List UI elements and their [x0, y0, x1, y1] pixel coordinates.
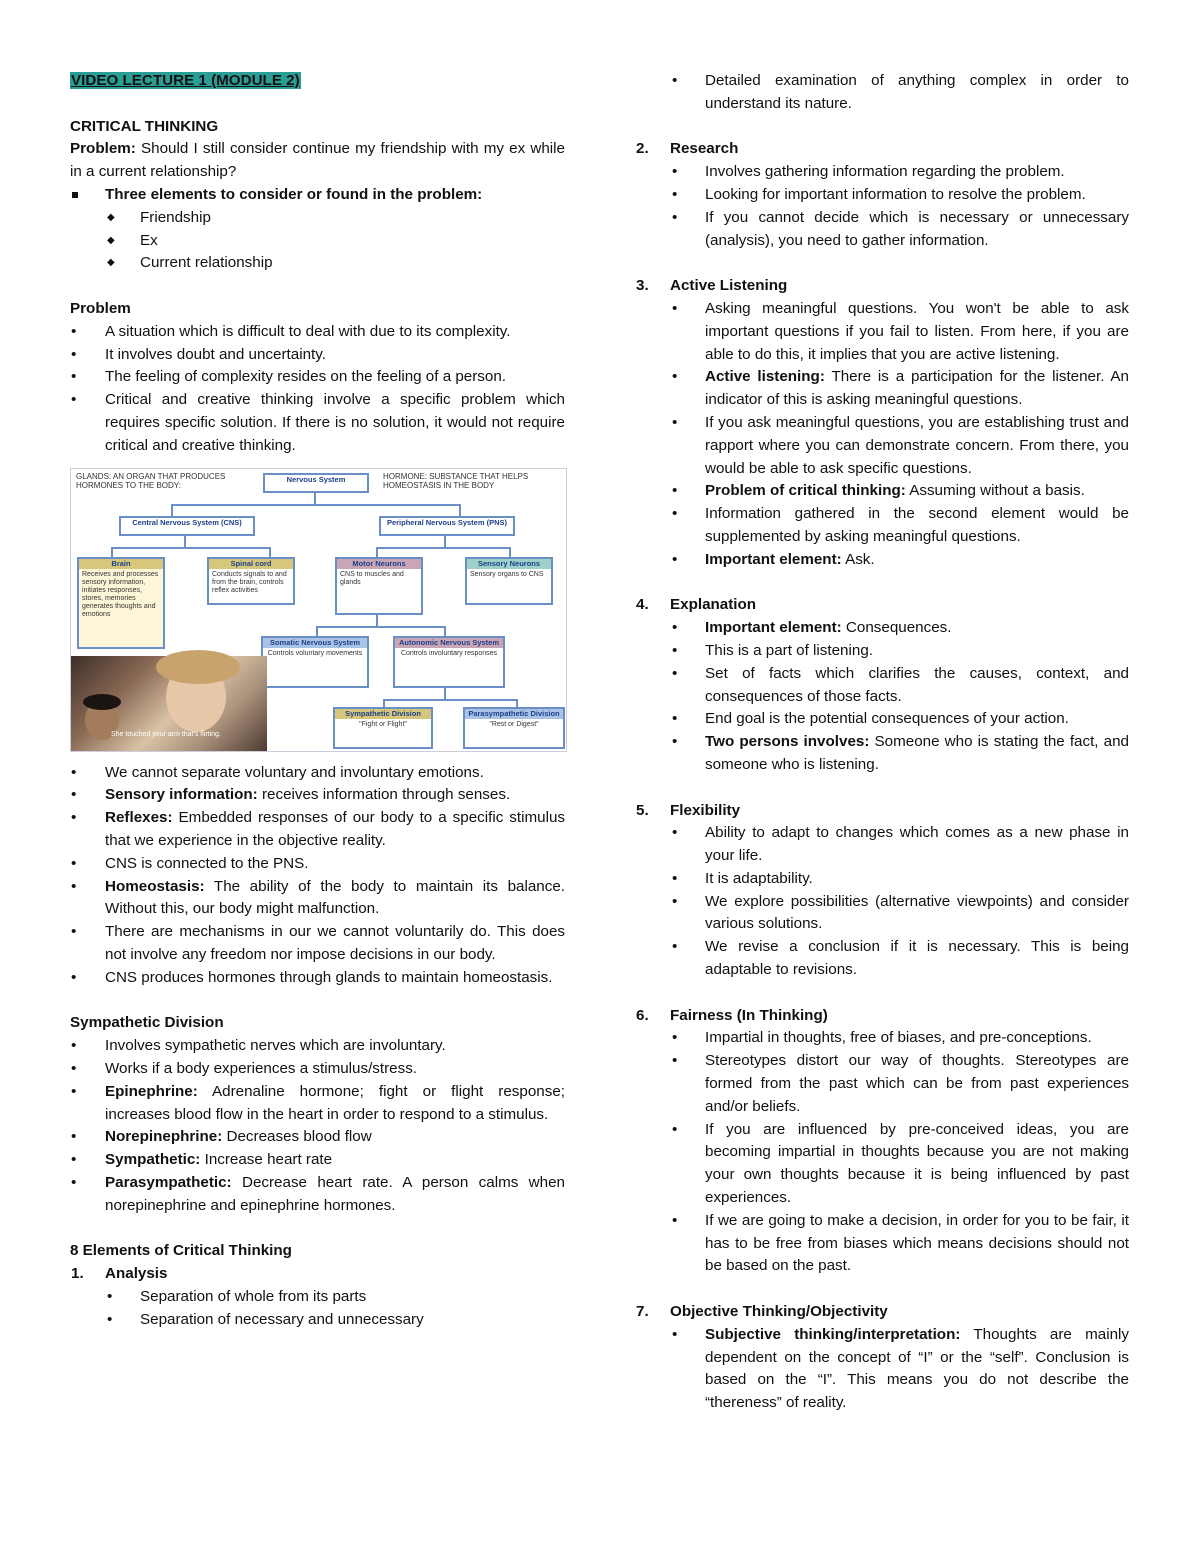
- list-item: • Sensory information: receives information through senses.: [70, 784, 565, 807]
- list-item: • A situation which is difficult to deal with due to its complexity.: [70, 321, 565, 344]
- sensory-neurons-box: Sensory Neurons Sensory organs to CNS: [465, 557, 553, 605]
- list-item: ◆ Current relationship: [70, 252, 565, 275]
- element-heading: 7. Objective Thinking/Objectivity: [636, 1303, 888, 1321]
- left-column: [70, 70, 565, 1331]
- right-column: [635, 70, 1129, 1415]
- problem-heading: Problem: [70, 299, 131, 317]
- element-bullets: [635, 1027, 1129, 1278]
- nervous-system-figure: [70, 468, 567, 752]
- problem-list: [70, 321, 565, 458]
- elements-list: [70, 207, 565, 275]
- list-item: • Sympathetic: Increase heart rate: [70, 1149, 565, 1172]
- list-item: • Homeostasis: The ability of the body to maintain its balance. Without this, our body might malfunction.: [70, 876, 565, 922]
- element-bullets: [635, 822, 1129, 982]
- list-item: • Subjective thinking/interpretation: Thoughts are mainly dependent on the concept of “I” or the “self”. Conclusion is based on the “I”. This means you do not describe the “thereness” of reality.: [635, 1324, 1129, 1415]
- list-item: • This is a part of listening.: [635, 640, 1129, 663]
- list-item: • If you ask meaningful questions, you are establishing trust and rapport where you can demonstrate concern. From there, you would be able to ask specific questions.: [635, 412, 1129, 480]
- list-item: • Critical and creative thinking involve a specific problem which requires specific solution. If there is no solution, it would not require critical and creative thinking.: [70, 389, 565, 457]
- list-item: • If we are going to make a decision, in order for you to be fair, it has to be free from biases which means decisions should not be based on the past.: [635, 1210, 1129, 1278]
- list-item: • Active listening: There is a participation for the listener. An indicator of this is asking meaningful questions.: [635, 366, 1129, 412]
- list-item: • It involves doubt and uncertainty.: [70, 344, 565, 367]
- element-heading: 2. Research: [636, 140, 739, 158]
- sympathetic-list: [70, 1035, 565, 1217]
- element-bullets: [635, 1324, 1129, 1415]
- list-item: • If you cannot decide which is necessary or unnecessary (analysis), you need to gather information.: [635, 207, 1129, 253]
- element-heading: 5. Flexibility: [636, 801, 741, 819]
- list-item: • Norepinephrine: Decreases blood flow: [70, 1126, 565, 1149]
- list-item: • Important element: Ask.: [635, 549, 1129, 572]
- list-item: • Set of facts which clarifies the causes, context, and consequences of those facts.: [635, 663, 1129, 709]
- list-item: • It is adaptability.: [635, 868, 1129, 891]
- list-item: • Looking for important information to resolve the problem.: [635, 184, 1129, 207]
- list-item: ◆ Friendship: [70, 207, 565, 230]
- list-item: • Two persons involves: Someone who is stating the fact, and someone who is listening.: [635, 731, 1129, 777]
- hormone-note: HORMONE: SUBSTANCE THAT HELPS HOMEOSTASIS IN THE BODY: [383, 471, 529, 490]
- list-item: • Impartial in thoughts, free of biases, and pre-conceptions.: [635, 1027, 1129, 1050]
- glands-note: GLANDS: AN ORGAN THAT PRODUCES HORMONES TO THE BODY:: [76, 471, 226, 490]
- list-item: • We cannot separate voluntary and involuntary emotions.: [70, 762, 565, 785]
- list-item: • The feeling of complexity resides on the feeling of a person.: [70, 366, 565, 389]
- list-item: • Asking meaningful questions. You won't be able to ask important questions if you fail to listen. From here, if you are able to do this, it implies that you are active listening.: [635, 298, 1129, 366]
- element-bullets: [635, 161, 1129, 252]
- list-item: • Stereotypes distort our way of thoughts. Stereotypes are formed from the past which can be from past experiences and/or beliefs.: [635, 1050, 1129, 1118]
- problem-statement: Problem: Should I still consider continue my friendship with my ex while in a current relationship?: [70, 140, 565, 181]
- element-analysis: 1. Analysis: [71, 1265, 168, 1283]
- cns-box: Central Nervous System (CNS): [119, 516, 255, 536]
- pns-box: Peripheral Nervous System (PNS): [379, 516, 515, 536]
- element-heading: 3. Active Listening: [636, 277, 788, 295]
- photo-caption: She touched your arm that's flirting.: [111, 730, 221, 738]
- autonomic-box: Autonomic Nervous System Controls involuntary responses: [393, 636, 505, 688]
- motor-neurons-box: Motor Neurons CNS to muscles and glands: [335, 557, 423, 615]
- list-item: • Separation of whole from its parts: [70, 1286, 565, 1309]
- brain-box: Brain Receives and processes sensory information, initiates responses, stores, memories generates thoughts and emotions: [77, 557, 165, 649]
- list-item: ◆ Ex: [70, 230, 565, 253]
- sympathetic-heading: Sympathetic Division: [70, 1014, 224, 1032]
- list-item: • Information gathered in the second element would be supplemented by asking meaningful questions.: [635, 503, 1129, 549]
- list-item: • Separation of necessary and unnecessary: [70, 1309, 565, 1332]
- element-heading: 6. Fairness (In Thinking): [636, 1006, 828, 1024]
- element-heading: 4. Explanation: [636, 596, 757, 614]
- list-item: • Detailed examination of anything complex in order to understand its nature.: [635, 70, 1129, 116]
- somatic-box: Somatic Nervous System Controls voluntary movements: [261, 636, 369, 688]
- list-item: • Works if a body experiences a stimulus/stress.: [70, 1058, 565, 1081]
- list-item: • If you are influenced by pre-conceived ideas, you are becoming impartial in thoughts because you are not making your own thoughts because it is being influenced by past experiences.: [635, 1119, 1129, 1210]
- element-bullets: [635, 298, 1129, 572]
- list-item: • CNS produces hormones through glands to maintain homeostasis.: [70, 967, 565, 990]
- spinal-cord-box: Spinal cord Conducts signals to and from the brain, controls reflex activities: [207, 557, 295, 605]
- element-bullets: [635, 617, 1129, 777]
- list-item: • End goal is the potential consequences of your action.: [635, 708, 1129, 731]
- sympathetic-box: Sympathetic Division "Fight or Flight": [333, 707, 433, 749]
- nervous-bullets: [70, 762, 565, 990]
- parasympathetic-box: Parasympathetic Division "Rest or Digest": [463, 707, 565, 749]
- list-item: • Epinephrine: Adrenaline hormone; fight or flight response; increases blood flow in the heart in order to respond to a stimulus.: [70, 1081, 565, 1127]
- list-item: • CNS is connected to the PNS.: [70, 853, 565, 876]
- lecture-title: VIDEO LECTURE 1 (MODULE 2): [71, 72, 300, 89]
- section-heading: CRITICAL THINKING: [70, 117, 219, 135]
- eight-elements-heading: 8 Elements of Critical Thinking: [70, 1242, 292, 1260]
- list-item: • There are mechanisms in our we cannot voluntarily do. This does not involve any freedom nor impose decisions in our body.: [70, 921, 565, 967]
- nervous-system-box: Nervous System: [263, 473, 369, 493]
- list-item: • Problem of critical thinking: Assuming without a basis.: [635, 480, 1129, 503]
- list-item: • Reflexes: Embedded responses of our body to a specific stimulus that we experience in the objective reality.: [70, 807, 565, 853]
- lecturer-photo: [71, 656, 267, 751]
- list-item: • We revise a conclusion if it is necessary. This is being adaptable to revisions.: [635, 936, 1129, 982]
- list-item: • We explore possibilities (alternative viewpoints) and consider various solutions.: [635, 891, 1129, 937]
- list-item: • Parasympathetic: Decrease heart rate. A person calms when norepinephrine and epinephrine hormones.: [70, 1172, 565, 1218]
- analysis-continued-list: [635, 70, 1129, 116]
- list-item: • Involves gathering information regarding the problem.: [635, 161, 1129, 184]
- analysis-list: [70, 1286, 565, 1332]
- list-item: • Involves sympathetic nerves which are involuntary.: [70, 1035, 565, 1058]
- list-item: • Important element: Consequences.: [635, 617, 1129, 640]
- list-item: • Ability to adapt to changes which comes as a new phase in your life.: [635, 822, 1129, 868]
- three-elements-bullet: Three elements to consider or found in the problem:: [70, 184, 565, 207]
